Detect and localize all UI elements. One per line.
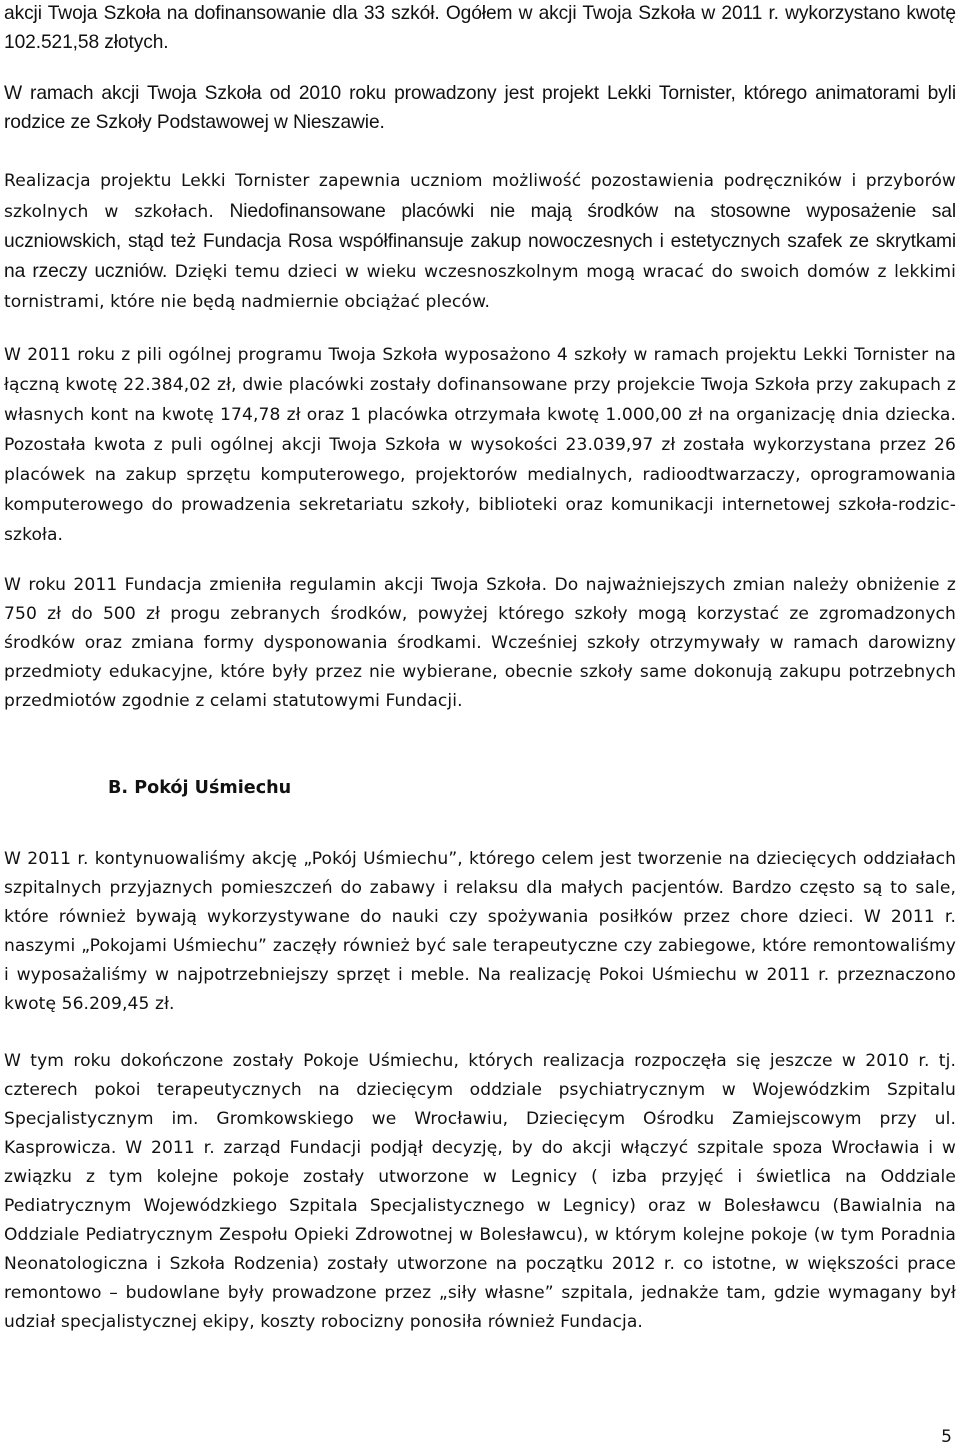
paragraph-pokoje-completed: W tym roku dokończone zostały Pokoje Uśmiechu, których realizacja rozpoczęła się jeszcze w 2010 r. tj. czterech pokoi terapeutycznych na dziecięcym oddziale psychiatrycznym w Wojewódzkim Szpitalu Specjalistycznym im. Gromkowskiego we Wrocławiu, Dziecięcym Ośrodku Zamiejscowym przy ul. Kasprowicza. W 2011 r. zarząd Fundacji podjął decyzję, by do akcji włączyć szpitale spoza Wrocławia i w związku z tym kolejne pokoje zostały utworzone w Legnicy ( izba przyjęć i świetlica na Oddziale Pediatrycznym Wojewódzkiego Szpitala Specjalistycznego w Legnicy) oraz w Bolesławcu (Bawialnia na Oddziale Pediatrycznym Zespołu Opieki Zdrowotnej w Bolesławcu), w którym kolejne pokoje (w tym Poradnia Neonatologiczna i Szkoła Rodzenia) zostały utworzone na początku 2012 r. co istotne, w większości prace remontowo – budowlane były prowadzone przez „siły własne” szpitala, jednakże tam, gdzie wymagany był udział specjalistycznej ekipy, koszty robocizny ponosiła również Fundacja. [4,1051,956,1332]
paragraph-2011-funding [4,340,956,550]
text-run-c: 000,00 zł na organizację dnia dziecka. Pozostała kwota z puli ogólnej akcji Twoja Szkoła w wysokości 23. [4,405,956,455]
page-number: 5 [941,1427,952,1447]
text-run-b: 384,02 zł, dwie placówki zostały dofinansowane przy projekcie Twoja Szkoła przy zakupach z własnych kont na kwotę 174,78 zł oraz 1 placówka otrzymała kwotę 1. [4,375,956,425]
section-heading-pokoj-usmiechu: B. Pokój Uśmiechu [108,778,292,798]
paragraph-akcja-summary: akcji Twoja Szkoła na dofinansowanie dla 33 szkół. Ogółem w akcji Twoja Szkoła w 2011 r. wykorzystano kwotę 102.521,58 złotych. [4,3,956,53]
sentence-realizacja: Realizacja projektu Lekki Tornister zapewnia uczniom możliwość pozostawienia podręczników i przyborów szkolnych w szkołach. [4,171,956,222]
paragraph-pokoj-usmiechu-2011: W 2011 r. kontynuowaliśmy akcję „Pokój Uśmiechu”, którego celem jest tworzenie na dziecięcych oddziałach szpitalnych przyjaznych pomieszczeń do zabawy i relaksu dla małych pacjentów. Bardzo często są to sale, które również bywają wykorzystywane do nauki czy spożywania posiłków przez chore dzieci. W 2011 r. naszymi „Pokojami Uśmiechu” zaczęły również być sale terapeutyczne czy zabiegowe, które remontowaliśmy i wyposażaliśmy w najpotrzebniejszy sprzęt i meble. Na realizację Pokoi Uśmiechu w 2011 r. przeznaczono kwotę 56.209,45 zł. [4,849,956,1014]
text-run-d: 039,97 zł została wykorzystana przez 26 placówek na zakup sprzętu komputerowego, projektorów medialnych, radioodtwarzaczy, oprogramowania komputerowego do prowadzenia sekretariatu szkoły, biblioteki oraz komunikacji internetowej szkoła-rodzic-szkoła. [4,435,956,545]
paragraph-lekki-tornister-intro: W ramach akcji Twoja Szkoła od 2010 roku prowadzony jest projekt Lekki Tornister, którego animatorami byli rodzice ze Szkoły Podstawowej w Nieszawie. [4,83,956,133]
paragraph-regulation-change: W roku 2011 Fundacja zmieniła regulamin akcji Twoja Szkoła. Do najważniejszych zmian należy obniżenie z 750 zł do 500 zł progu zebranych środków, powyżej którego szkoły mogą korzystać ze zgromadzonych środków oraz zmiana formy dysponowania środkami. Wcześniej szkoły otrzymywały w ramach darowizny przedmioty edukacyjne, które były przez nie wybierane, obecnie szkoły same dokonują zakupu potrzebnych przedmiotów zgodnie z celami statutowymi Fundacji. [4,575,956,711]
paragraph-lekki-tornister-details [4,166,956,318]
sentence-niedofinansowane: Niedofinansowane placówki nie mają środków na stosowne wyposażenie sal uczniowskich, stąd też Fundacja Rosa współfinansuje zakup nowoczesnych i estetycznych szafek ze skrytkami na rzeczy uczniów. [4,200,956,282]
sentence-dzieki-temu: Dzięki temu dzieci w wieku wczesnoszkolnym mogą wracać do swoich domów z lekkimi tornistrami, które nie będą nadmiernie obciążać pleców. [4,261,956,312]
text-run-a: W 2011 roku z pili ogólnej programu Twoja Szkoła wyposażono 4 szkoły w ramach projektu Lekki Tornister na łączną kwotę 22. [4,345,956,395]
